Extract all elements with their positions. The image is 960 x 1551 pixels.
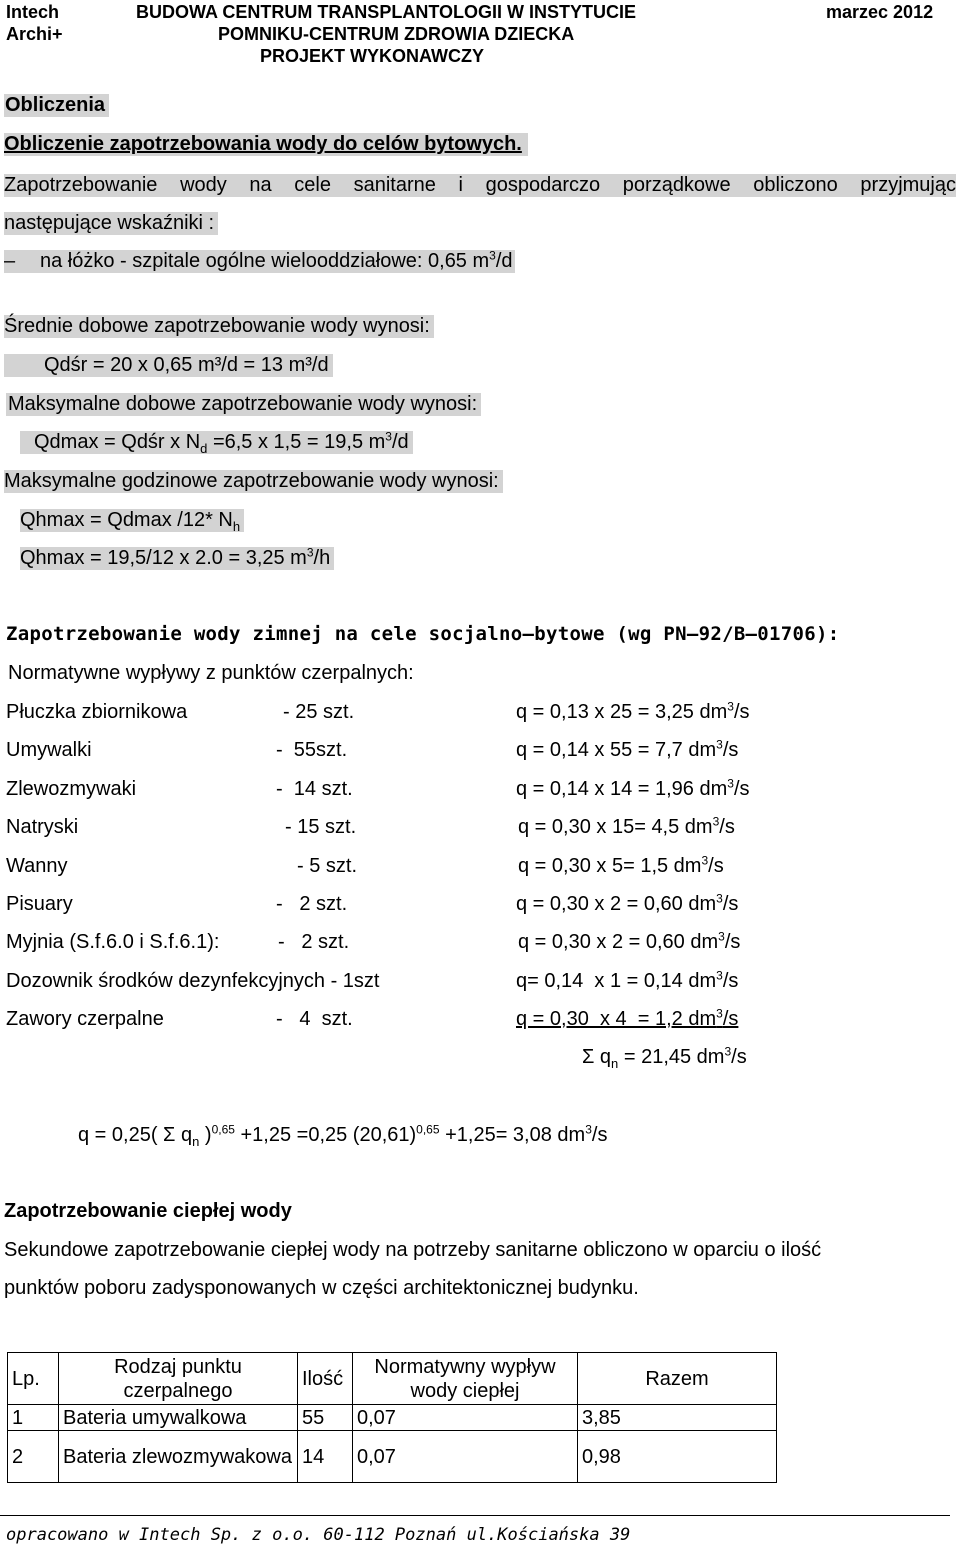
flow-calc-unit: /s — [722, 893, 739, 915]
fixture-count: - 2 szt. — [278, 931, 350, 953]
flow-calc-sup: 3 — [712, 814, 720, 829]
max-daily-formula — [20, 431, 413, 454]
fixture-flow-calc — [516, 701, 750, 724]
th-type: Rodzaj punktu czerpalnego — [59, 1353, 298, 1405]
flow-calc-unit: /s — [708, 855, 724, 877]
fixture-name: Dozownik środków dezynfekcyjnych - 1szt — [6, 970, 380, 992]
th-total: Razem — [578, 1353, 777, 1405]
flow-calc-value: q = 0,30 x 2 = 0,60 dm — [518, 931, 719, 953]
hot-water-text-line2: punktów poboru zadysponowanych w części architektonicznej budynku. — [4, 1277, 639, 1299]
th-lp: Lp. — [8, 1353, 59, 1405]
formula-c: +1,25 =0,25 (20,61) — [234, 1124, 417, 1146]
fixture-count: - 55szt. — [276, 739, 348, 761]
company-name: Intech — [6, 2, 60, 22]
hot-water-heading: Zapotrzebowanie ciepłej wody — [4, 1200, 292, 1222]
th-norm: Normatywny wypływ wody ciepłej — [353, 1353, 578, 1405]
fixture-name: Umywalki — [6, 739, 92, 761]
fixture-flow-calc — [518, 855, 724, 878]
cell-total: 3,85 — [578, 1405, 777, 1431]
header-title-line2: POMNIKU-CENTRUM ZDROWIA DZIECKA — [218, 24, 575, 44]
fixture-name: Pisuary — [6, 893, 73, 915]
flow-calc-unit: /s — [733, 701, 750, 723]
fixture-flow-calc — [516, 893, 738, 916]
flow-calc-value: q = 0,30 x 4 = 1,2 dm — [516, 1008, 717, 1030]
sum-sub: n — [611, 1056, 619, 1071]
intro-line-1: Zapotrzebowanie wody na cele sanitarne i gospodarczo porządkowe obliczono przyjmując — [4, 174, 956, 196]
cell-type: Bateria zlewozmywakowa — [59, 1431, 298, 1483]
formula-e: /s — [591, 1124, 608, 1146]
cell-norm: 0,07 — [353, 1405, 578, 1431]
formula-exp-2: 0,65 — [416, 1122, 440, 1137]
flow-calc-sup: 3 — [716, 1006, 723, 1021]
fixture-flow-calc — [516, 778, 750, 801]
flow-calc-sup: 3 — [716, 968, 723, 983]
max-daily-a: Qdmax = Qdśr x N — [34, 431, 201, 453]
flow-calc-sup: 3 — [727, 776, 734, 791]
flow-calc-sup: 3 — [701, 853, 709, 868]
norm-outflow-subheading: Normatywne wypływy z punktów czerpalnych: — [8, 662, 414, 684]
flow-calc-value: q = 0,30 x 2 = 0,60 dm — [516, 893, 717, 915]
cell-lp: 2 — [8, 1431, 59, 1483]
indicator-bullet — [4, 250, 515, 273]
sum-sup: 3 — [724, 1044, 732, 1059]
bullet-sup: 3 — [489, 248, 496, 263]
bullet-text: na łóżko - szpitale ogólne wielooddziałowe: 0,65 m — [40, 250, 490, 272]
max-daily-sup: 3 — [385, 429, 392, 444]
bullet-dash: – — [4, 250, 16, 272]
flow-calc-sup: 3 — [716, 891, 723, 906]
max-hourly-formula-1 — [20, 509, 244, 532]
fixture-count: - 14 szt. — [276, 778, 353, 800]
formula-sup: 3 — [585, 1122, 592, 1137]
fixture-name: Płuczka zbiornikowa — [6, 701, 188, 723]
flow-calc-unit: /s — [724, 931, 741, 953]
sum-b: = 21,45 dm — [618, 1046, 725, 1068]
fixture-name: Zlewozmywaki — [6, 778, 137, 800]
th-qty: Ilość — [298, 1353, 353, 1405]
flow-calc-unit: /s — [722, 1008, 739, 1030]
fixture-name: Myjnia (S.f.6.0 i S.f.6.1): — [6, 931, 220, 953]
flow-calc-value: q= 0,14 x 1 = 0,14 dm — [516, 970, 717, 992]
formula-b: ) — [199, 1124, 212, 1146]
flow-calc-sup: 3 — [727, 699, 734, 714]
formula-d: +1,25= 3,08 dm — [439, 1124, 586, 1146]
fixture-flow-calc — [516, 739, 738, 762]
sum-c: /s — [731, 1046, 747, 1068]
software-name: Archi+ — [6, 24, 63, 44]
section-subheading-domestic-water: Obliczenie zapotrzebowania wody do celów bytowych. — [4, 133, 528, 156]
cell-qty: 55 — [298, 1405, 353, 1431]
formula-sub: n — [192, 1134, 200, 1149]
formula-a: q = 0,25( Σ q — [78, 1124, 193, 1146]
max-hourly-f2sup: 3 — [306, 545, 314, 560]
max-daily-b: =6,5 x 1,5 = 19,5 m — [207, 431, 386, 453]
flow-calc-value: q = 0,14 x 14 = 1,96 dm — [516, 778, 728, 800]
cold-water-heading: Zapotrzebowanie wody zimnej na cele socjalno–bytowe (wg PN–92/B–01706): — [6, 623, 840, 645]
cell-type: Bateria umywalkowa — [59, 1405, 298, 1431]
intro-line-2: następujące wskaźniki : — [4, 212, 218, 235]
max-daily-c: /d — [391, 431, 409, 453]
flow-calc-unit: /s — [722, 970, 739, 992]
cell-norm: 0,07 — [353, 1431, 578, 1483]
cell-lp: 1 — [8, 1405, 59, 1431]
hot-water-text-line1: Sekundowe zapotrzebowanie ciepłej wody na potrzeby sanitarne obliczono w oparciu o ilość — [4, 1239, 822, 1261]
header-title-line3: PROJEKT WYKONAWCZY — [260, 46, 485, 66]
cell-qty: 14 — [298, 1431, 353, 1483]
table-header-row — [8, 1353, 777, 1405]
max-daily-sub: d — [200, 441, 208, 456]
header-date: marzec 2012 — [826, 2, 934, 22]
max-hourly-formula-2 — [20, 547, 334, 570]
section-heading-obliczenia: Obliczenia — [4, 94, 109, 117]
table-row — [8, 1405, 777, 1431]
flow-calc-value: q = 0,30 x 15= 4,5 dm — [518, 816, 713, 838]
flow-calc-sup: 3 — [716, 737, 723, 752]
max-hourly-f1a: Qhmax = Qdmax /12* N — [20, 509, 233, 531]
max-hourly-label: Maksymalne godzinowe zapotrzebowanie wody wynosi: — [4, 470, 503, 493]
fixture-count: - 4 szt. — [276, 1008, 353, 1030]
max-hourly-f2b: /h — [313, 547, 331, 569]
max-daily-label: Maksymalne dobowe zapotrzebowanie wody wynosi: — [6, 393, 481, 416]
fixture-flow-calc — [518, 931, 740, 954]
fixture-flow-calc — [500, 1008, 738, 1031]
footer-divider — [0, 1515, 950, 1516]
max-hourly-f2a: Qhmax = 19,5/12 x 2.0 = 3,25 m — [20, 547, 307, 569]
flow-calc-sup: 3 — [718, 929, 725, 944]
header-title-line1: BUDOWA CENTRUM TRANSPLANTOLOGII W INSTYTUCIE — [136, 2, 636, 22]
avg-daily-label: Średnie dobowe zapotrzebowanie wody wynosi: — [4, 315, 434, 338]
fixture-count: - 2 szt. — [276, 893, 348, 915]
formula-exp-1: 0,65 — [211, 1122, 235, 1137]
flow-calc-unit: /s — [722, 739, 739, 761]
flow-calc-unit: /s — [733, 778, 750, 800]
design-flow-formula — [78, 1124, 607, 1147]
avg-daily-formula: Qdśr = 20 x 0,65 m³/d = 13 m³/d — [4, 354, 333, 377]
bullet-tail: /d — [495, 250, 513, 272]
fixture-name: Natryski — [6, 816, 79, 838]
flow-calc-value: q = 0,14 x 55 = 7,7 dm — [516, 739, 717, 761]
flow-calc-unit: /s — [719, 816, 735, 838]
cell-total: 0,98 — [578, 1431, 777, 1483]
fixture-flow-calc — [516, 970, 738, 993]
flow-calc-value: q = 0,30 x 5= 1,5 dm — [518, 855, 702, 877]
table-row — [8, 1431, 777, 1483]
fixture-name: Wanny — [6, 855, 68, 877]
flow-calc-value: q = 0,13 x 25 = 3,25 dm — [516, 701, 728, 723]
hot-water-table — [7, 1352, 777, 1483]
fixture-flow-calc — [518, 816, 735, 839]
footer-text: opracowano w Intech Sp. z o.o. 60-112 Poznań ul.Kościańska 39 — [6, 1525, 631, 1545]
fixture-name: Zawory czerpalne — [6, 1008, 164, 1030]
sum-a: Σ q — [582, 1046, 612, 1068]
max-hourly-f1sub: h — [232, 519, 241, 534]
fixture-count: - 25 szt. — [283, 701, 355, 723]
flow-sum — [582, 1046, 747, 1069]
fixture-count: - 15 szt. — [285, 816, 357, 838]
fixture-count: - 5 szt. — [297, 855, 358, 877]
